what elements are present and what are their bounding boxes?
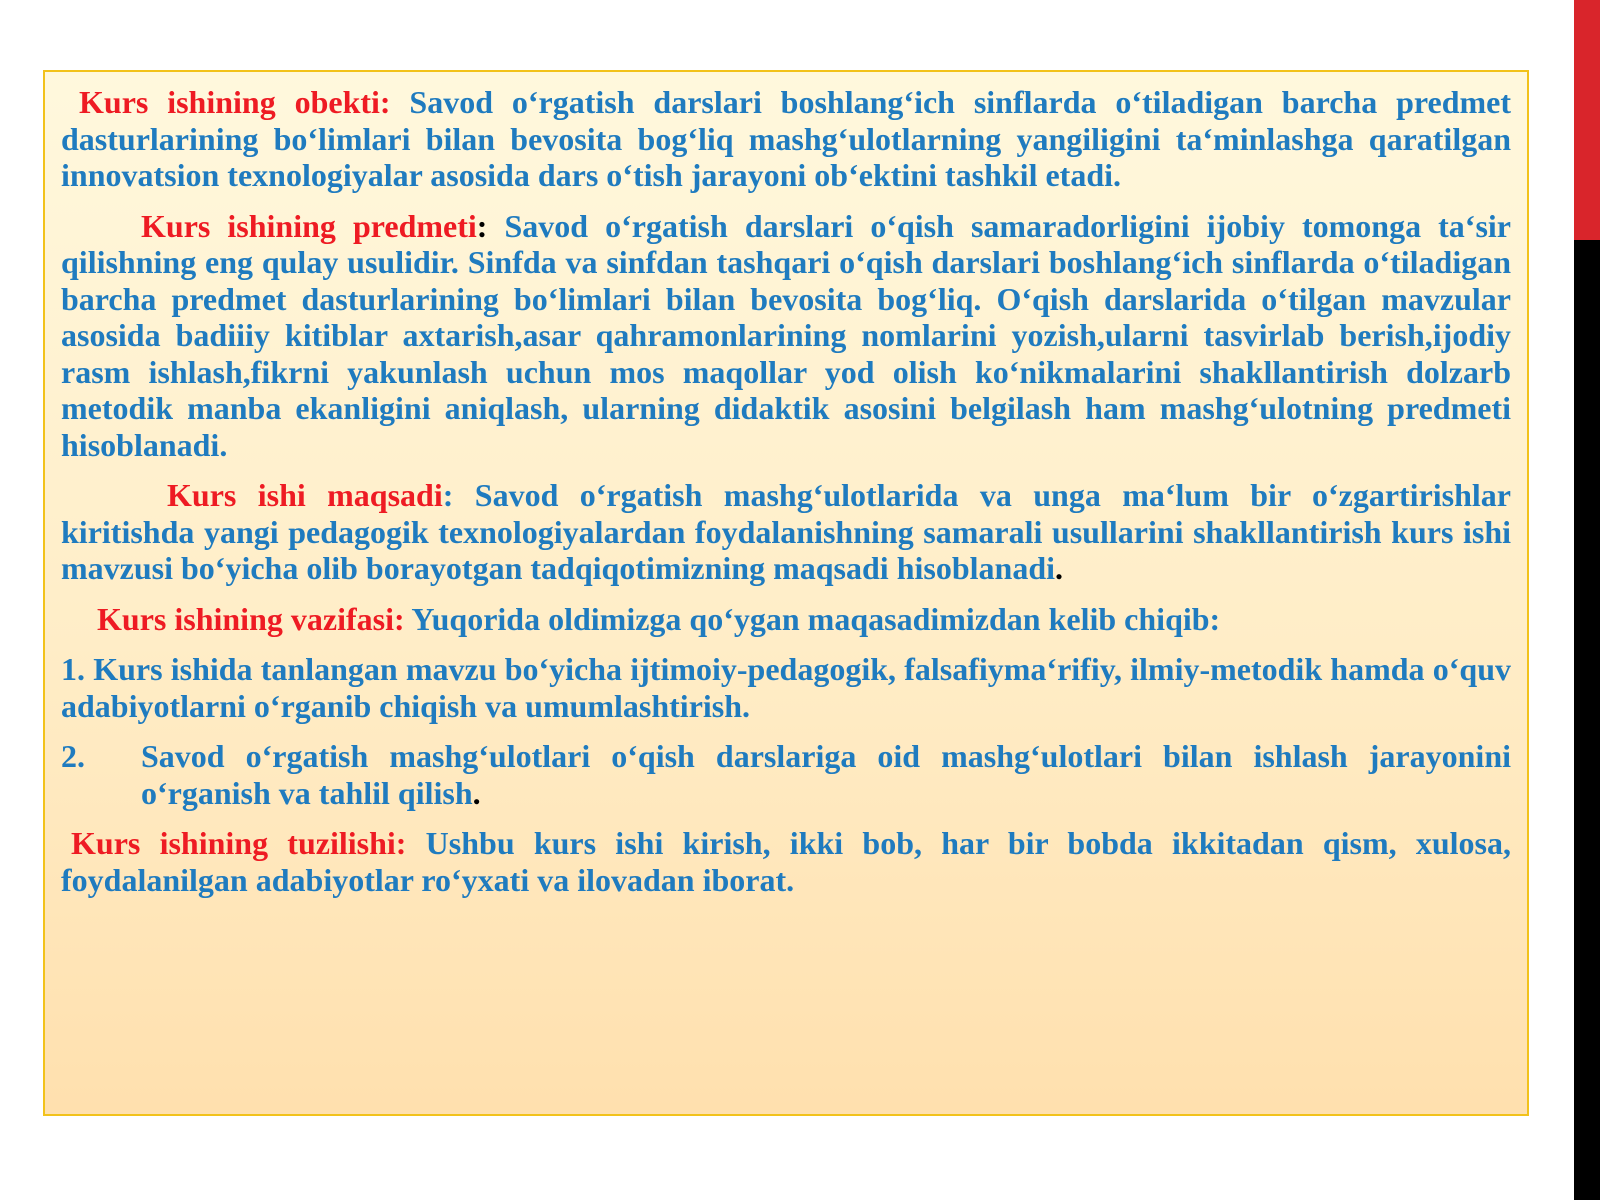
list-item-2-body <box>141 738 1511 811</box>
list-item-1-text: 1. Kurs ishida tanlangan mavzu bo‘yicha ijtimoiy-pedagogik, falsafiyma‘rifiy, ilmiy-metodik hamda o‘quv adabiyotlarni o‘rganib chiqish va umumlashtirish. <box>61 651 1511 724</box>
list-item-2-number: 2. <box>61 738 85 774</box>
paragraph-structure <box>61 825 1511 898</box>
text-structure: Ushbu kurs ishi kirish, ikki bob, har bir bobda ikkitadan qism, xulosa, foydalanilgan adabiyotlar ro‘yxati va ilovadan iborat. <box>61 825 1512 898</box>
list-item-1 <box>61 651 1511 724</box>
period: . <box>1055 550 1063 586</box>
label-tasks: Kurs ishining vazifasi: <box>97 600 405 637</box>
label-object: Kurs ishining obekti: <box>79 84 391 120</box>
label-goal: Kurs ishi maqsadi <box>167 477 443 513</box>
paragraph-tasks <box>61 601 1511 638</box>
content-box <box>43 70 1529 1116</box>
text-subject: Savod o‘rgatish darslari o‘qish samaradorligini ijobiy tomonga ta‘sir qilishning eng qulay usulidir. Sinfda va sinfdan tashqari o‘qish darslari boshlang‘ich sinflarda o‘tiladigan barcha predmet dasturlarining bo‘limlari bilan bevosita bog‘liq. O‘qish darslarida o‘tilgan mavzular asosida badiiiy kitiblar axtarish,asar qahramonlarining nomlarini yozish,ularni tasvirlab berish,ijodiy rasm ishlash,fikrni yakunlash uchun mos maqollar yod olish ko‘nikmalarini shakllantirish dolzarb metodik manba ekanligini aniqlash, ularning didaktik asosini belgilash ham mashg‘ulotning predmeti hisoblanadi. <box>61 207 1512 463</box>
paragraph-goal <box>61 477 1511 587</box>
colon: : <box>476 207 488 244</box>
list-item-2-text: Savod o‘rgatish mashg‘ulotlari o‘qish darslariga oid mashg‘ulotlari bilan ishlash jarayonini o‘rganish va tahlil qilish <box>141 738 1511 811</box>
text-tasks: Yuqorida oldimizga qo‘ygan maqasadimizdan kelib chiqib: <box>404 600 1221 637</box>
label-structure: Kurs ishining tuzilishi: <box>71 825 407 861</box>
accent-bar-red <box>1574 0 1600 240</box>
period: . <box>472 774 481 811</box>
accent-bar-black <box>1574 240 1600 1200</box>
paragraph-subject <box>61 208 1511 464</box>
text-goal: : Savod o‘rgatish mashg‘ulotlarida va unga ma‘lum bir o‘zgartirishlar kiritishda yangi pedagogik texnologiyalardan foydalanishning samarali usullarini shakllantirish kurs ishi mavzusi bo‘yicha olib borayotgan tadqiqotimizning maqsadi hisoblanadi <box>61 477 1511 586</box>
list-item-2 <box>61 738 1511 811</box>
paragraph-object <box>61 84 1511 194</box>
label-subject: Kurs ishining predmeti <box>141 207 477 244</box>
text-object: Savod o‘rgatish darslari boshlang‘ich sinflarda o‘tiladigan barcha predmet dasturlarining bo‘limlari bilan bevosita bog‘liq mashg‘ulotlarning yangiligini ta‘minlashga qaratilgan innovatsion texnologiyalar asosida dars o‘tish jarayoni ob‘ektini tashkil etadi. <box>61 84 1512 193</box>
